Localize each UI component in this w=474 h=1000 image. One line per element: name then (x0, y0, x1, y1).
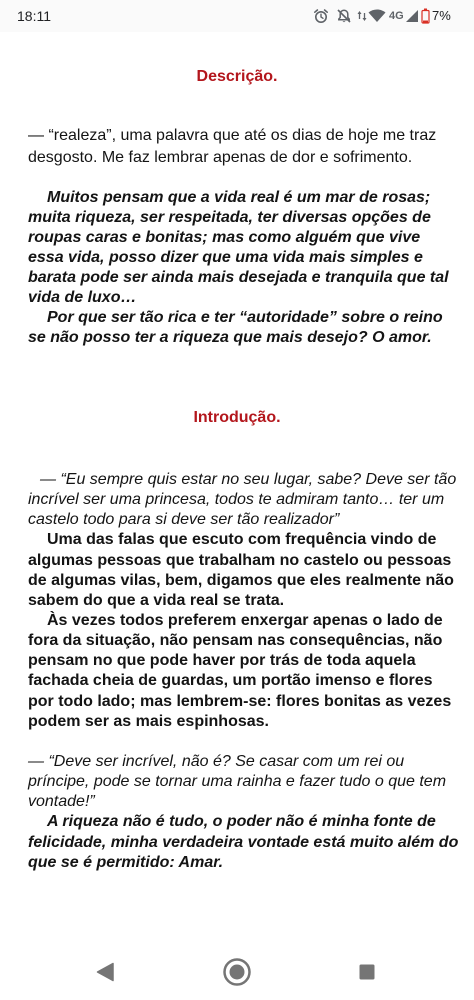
text-line: — “Deve ser incrível, não é? Se casar com um rei ou (28, 752, 405, 770)
text-line: — “Eu sempre quis estar no seu lugar, sabe? Deve ser tão (40, 471, 457, 488)
text-line: Por que ser tão rica e ter “autoridade” sobre o reino (47, 309, 443, 326)
text-line: vida de luxo… (28, 289, 137, 306)
text-line: se não posso ter a riqueza que mais desejo? O amor. (28, 329, 432, 346)
navigation-bar (0, 944, 474, 1000)
recents-icon[interactable] (359, 964, 375, 980)
text-line: felicidade, minha verdadeira vontade está muito além do (28, 833, 459, 851)
text-line: castelo todo para si deve ser tão realizador” (28, 511, 340, 529)
text-line: barata pode ser ainda mais desejada e tranquila que tal (28, 269, 449, 286)
description-quote (28, 125, 468, 169)
bell-off-icon (336, 8, 352, 24)
text-line: — “realeza”, uma palavra que até os dias de hoje me traz (28, 127, 437, 144)
home-icon[interactable] (222, 957, 252, 987)
status-time: 18:11 (17, 8, 51, 24)
text-line: príncipe, pode se tornar uma rainha e fazer tudo o que tem (28, 773, 447, 791)
data-arrows-icon (357, 8, 367, 24)
text-line: incrível ser uma princesa, todos te admiram tanto… ter um (28, 491, 445, 509)
description-heading: Descrição. (196, 68, 278, 85)
text-line: roupas caras e bonitas; mas como alguém que vive (28, 229, 421, 246)
introduction-body (28, 470, 468, 873)
back-icon[interactable] (96, 962, 114, 982)
battery-level-fill (423, 21, 428, 23)
text-line: podem ser as mais espinhosas. (28, 712, 269, 730)
wifi-icon (368, 8, 386, 24)
text-line: algumas pessoas que trabalham no castelo ou pessoas (28, 551, 452, 569)
description-body (28, 188, 468, 348)
text-line: pensam no que pode haver por trás de toda aquela (28, 652, 416, 670)
text-line: essa vida, posso dizer que uma vida mais simples e (28, 249, 423, 266)
introduction-heading: Introdução. (193, 409, 281, 426)
text-line: Muitos pensam que a vida real é um mar de rosas; (47, 189, 431, 206)
battery-percent: 7% (432, 8, 451, 23)
text-line: sabem do que a vida real se trata. (28, 591, 285, 609)
status-bar (0, 0, 474, 32)
text-line: de algumas vilas, bem, digamos que eles realmente não (28, 571, 454, 589)
text-line: desgosto. Me faz lembrar apenas de dor e sofrimento. (28, 149, 413, 166)
text-line: que se é permitido: Amar. (28, 853, 224, 871)
text-line: fora da situação, não pensam nas consequências, não (28, 632, 443, 650)
battery-icon (421, 8, 430, 24)
text-line: fachada cheia de guardas, um portão imenso e flores (28, 672, 433, 690)
signal-icon (406, 9, 419, 23)
alarm-icon (313, 8, 329, 24)
text-line: Uma das falas que escuto com frequência vindo de (47, 531, 437, 549)
text-line: muita riqueza, ser respeitada, ter diversas opções de (28, 209, 431, 226)
text-line: Às vezes todos preferem enxergar apenas o lado de (47, 611, 443, 629)
text-line: vontade!” (28, 793, 95, 811)
text-line: por todo lado; mas lembrem-se: flores bonitas as vezes (28, 692, 452, 710)
network-type-label: 4G (389, 10, 404, 22)
paragraph-spacer (28, 732, 468, 752)
text-line: A riqueza não é tudo, o poder não é minha fonte de (47, 813, 436, 831)
